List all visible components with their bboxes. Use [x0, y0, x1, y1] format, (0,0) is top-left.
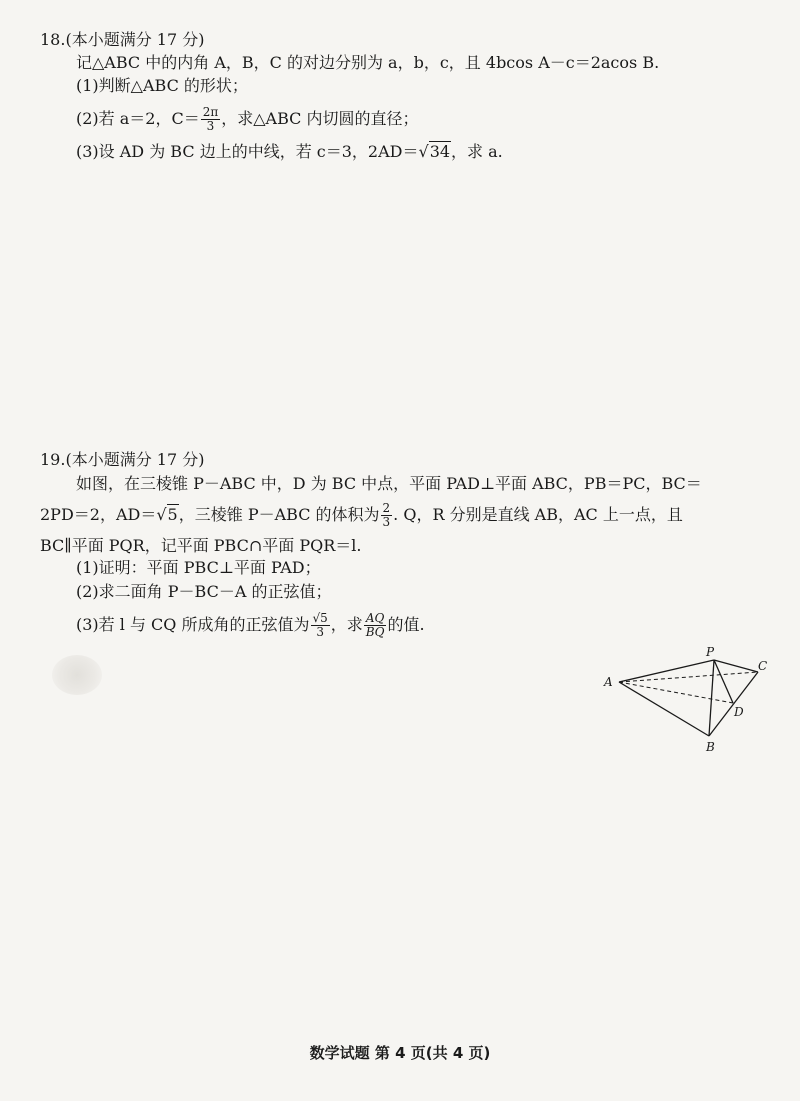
- sqrt-5-radicand: 5: [167, 505, 178, 524]
- ratio-denominator: BQ: [365, 625, 385, 639]
- label-B: B: [706, 740, 715, 754]
- pyramid-figure: [596, 640, 786, 755]
- sqrt-34-radicand: 34: [429, 142, 451, 161]
- label-P: P: [706, 645, 715, 659]
- sine-fraction: [311, 612, 330, 639]
- label-A: A: [604, 675, 613, 689]
- problem-19-stem-line-1: 如图，在三棱锥 P－ABC 中，D 为 BC 中点，平面 PAD⊥平面 ABC，PB＝PC，BC＝: [76, 474, 702, 493]
- ratio-fraction: [364, 612, 387, 639]
- problem-19-question-2: (2)求二面角 P－BC－A 的正弦值；: [76, 582, 332, 601]
- volume-fraction-numerator: 2: [382, 501, 391, 515]
- problem-19-question-3: [76, 612, 425, 639]
- q3-pre: (3)若 l 与 CQ 所成角的正弦值为: [76, 615, 310, 634]
- problem-19-header: 19.(本小题满分 17 分): [40, 450, 205, 469]
- label-C: C: [758, 659, 768, 673]
- problem-18-stem: 记△ABC 中的内角 A，B，C 的对边分别为 a，b，c，且 4bcos A－c＝2acos B.: [76, 53, 660, 72]
- q2-fraction: [201, 106, 221, 133]
- sqrt-34: √34: [418, 142, 451, 161]
- edge-PB: [709, 660, 714, 736]
- problem-18-question-3: [76, 142, 503, 162]
- q3-text-pre: (3)设 AD 为 BC 边上的中线，若 c＝3，2AD＝: [76, 142, 419, 161]
- stem-l2-mid: ，三棱锥 P－ABC 的体积为: [178, 505, 380, 524]
- problem-18-question-1: (1)判断△ABC 的形状；: [76, 76, 248, 95]
- q2-text-post: ，求△ABC 内切圆的直径；: [221, 109, 419, 128]
- edge-PC: [714, 660, 758, 672]
- sine-fraction-numerator: √5: [312, 611, 328, 625]
- problem-18-question-2: [76, 106, 419, 133]
- q2-fraction-numerator: 2π: [202, 105, 219, 119]
- edge-PD: [714, 660, 733, 703]
- q2-fraction-denominator: 3: [206, 119, 215, 133]
- ratio-numerator: AQ: [364, 612, 387, 626]
- problem-19-stem-line-2: [40, 502, 683, 529]
- sqrt-5: √5: [156, 505, 178, 524]
- stem-l2-post: . Q，R 分别是直线 AB，AC 上一点，且: [393, 505, 683, 524]
- q3-text-post: ，求 a.: [451, 142, 503, 161]
- sine-fraction-denominator: 3: [316, 625, 324, 639]
- edge-PA: [619, 660, 714, 682]
- problem-18-header: 18.(本小题满分 17 分): [40, 30, 205, 49]
- volume-fraction: [381, 502, 393, 529]
- scan-smudge: [52, 655, 102, 695]
- q2-text-pre: (2)若 a＝2，C＝: [76, 109, 200, 128]
- problem-19-question-1: (1)证明：平面 PBC⊥平面 PAD；: [76, 558, 321, 577]
- page-footer: 数学试题 第 4 页(共 4 页): [309, 1044, 491, 1062]
- stem-l2-pre: 2PD＝2，AD＝: [40, 505, 157, 524]
- problem-19-stem-line-3: BC∥平面 PQR，记平面 PBC∩平面 PQR＝l.: [40, 536, 362, 555]
- label-D: D: [734, 705, 744, 719]
- edge-BC: [709, 672, 758, 736]
- volume-fraction-denominator: 3: [382, 515, 391, 529]
- q3-post: 的值.: [387, 615, 425, 634]
- q3-mid: ，求: [330, 615, 363, 634]
